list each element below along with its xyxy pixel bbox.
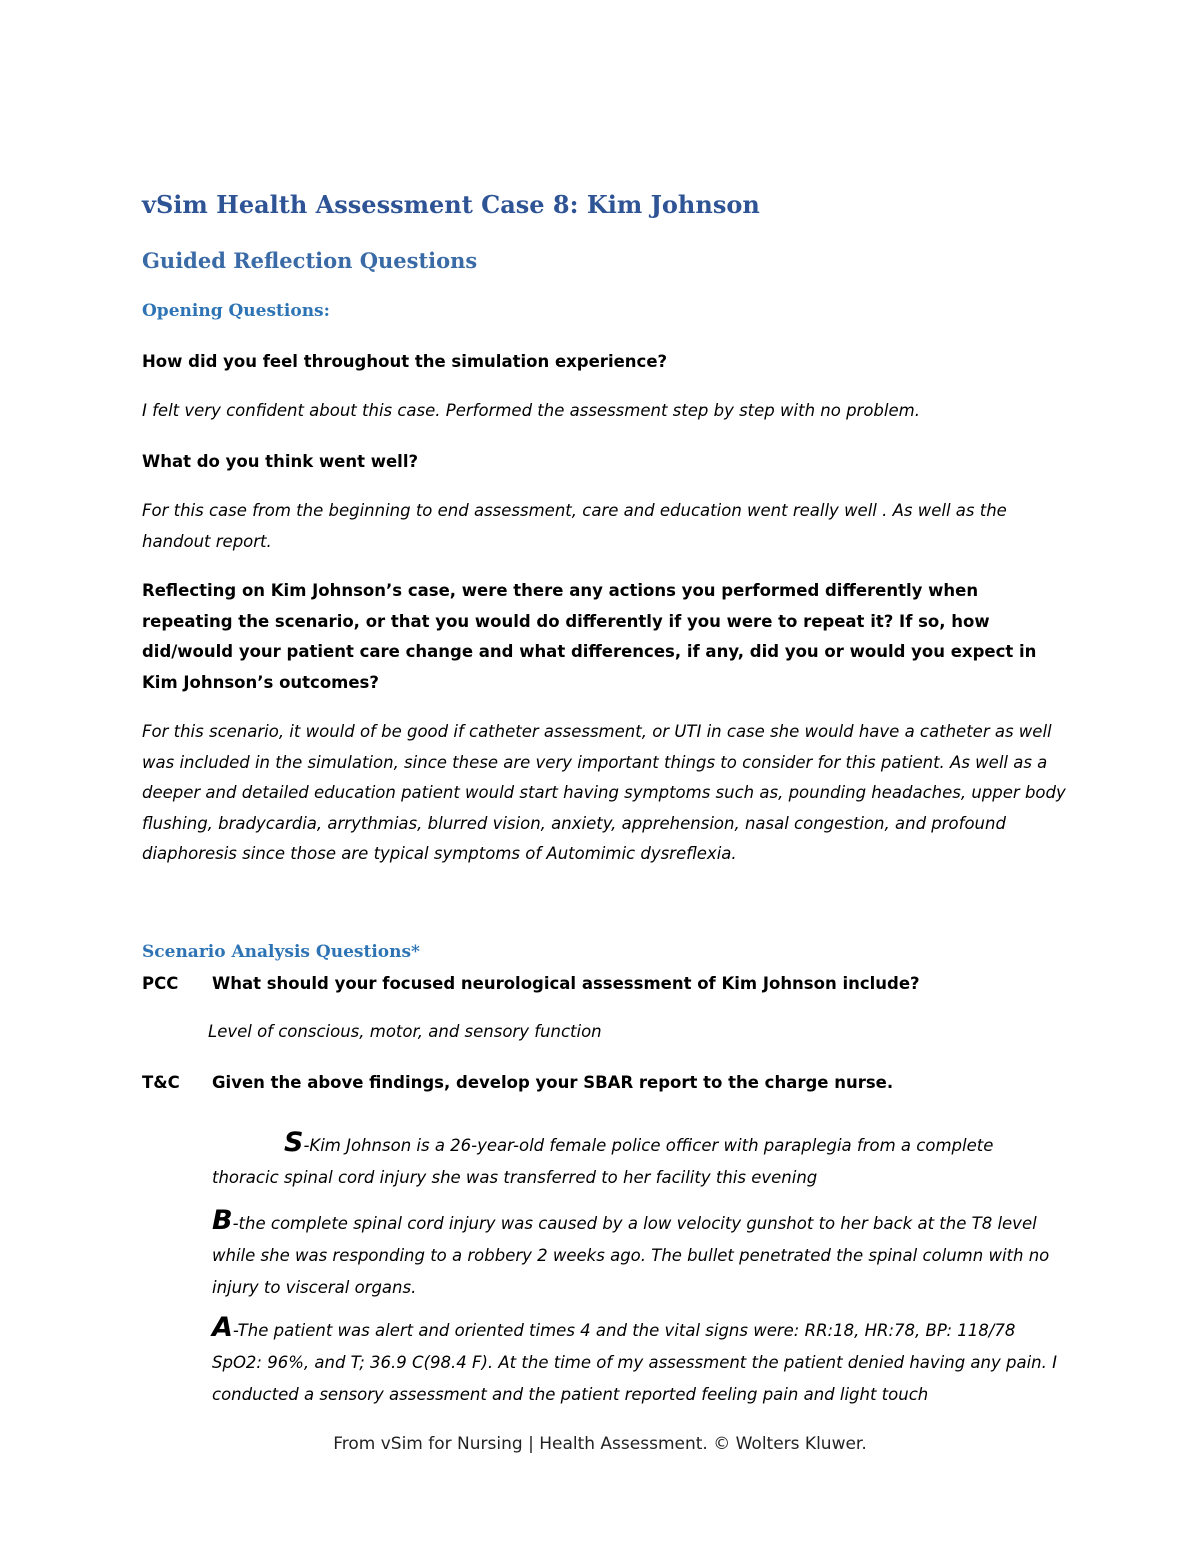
answer-1: I felt very confident about this case. Performed the assessment step by step with no problem. [142,401,920,420]
question-1: How did you feel throughout the simulation experience? [142,352,668,371]
question-3: Reflecting on Kim Johnson’s case, were there any actions you performed differently when repeating the scenario, or that you would do differently if you were to repeat it? If so, how did/would your patient care change and what differences, if any, did you or would you expect in Kim Johnson’s outcomes? [142,581,1037,692]
tc-label: T&C [142,1073,180,1092]
sbar-situation [212,1127,1062,1194]
question-2: What do you think went well? [142,452,419,471]
answer-3: For this scenario, it would of be good if catheter assessment, or UTI in case she would have a catheter as well was included in the simulation, since these are very important things to consider for this patient. As well as a deeper and detailed education patient would start having symptoms such as, pounding headaches, upper body flushing, bradycardia, arrythmias, blurred vision, anxiety, apprehension, nasal congestion, and profound diaphoresis since those are typical symptoms of Automimic dysreflexia. [142,722,1066,863]
opening-questions-heading: Opening Questions: [142,301,330,321]
document-subtitle: Guided Reflection Questions [142,248,478,273]
sbar-background [212,1205,1062,1304]
sbar-letter-s: S [284,1127,304,1158]
sbar-letter-a: A [212,1312,233,1343]
sbar-assessment [212,1312,1062,1411]
sbar-letter-b: B [212,1205,233,1236]
sbar-situation-text: -Kim Johnson is a 26-year-old female police officer with paraplegia from a complete thoracic spinal cord injury she was transferred to her facility this evening [212,1136,994,1187]
sbar-assessment-text: -The patient was alert and oriented times 4 and the vital signs were: RR:18, HR:78, BP: 118/78 SpO2: 96%, and T; 36.9 C(98.4 F). At the time of my assessment the patient denied having any pain. I conducted a sensory assessment and the patient reported feeling pain and light touch [212,1321,1057,1404]
page-footer: From vSim for Nursing | Health Assessment. © Wolters Kluwer. [333,1434,867,1454]
document-title: vSim Health Assessment Case 8: Kim Johnson [142,190,760,219]
pcc-label: PCC [142,974,179,993]
pcc-question: What should your focused neurological assessment of Kim Johnson include? [212,974,920,993]
scenario-analysis-heading: Scenario Analysis Questions* [142,942,420,962]
sbar-background-text: -the complete spinal cord injury was caused by a low velocity gunshot to her back at the T8 level while she was responding to a robbery 2 weeks ago. The bullet penetrated the spinal column with no injury to visceral organs. [212,1214,1050,1297]
tc-question: Given the above findings, develop your SBAR report to the charge nurse. [212,1073,894,1092]
pcc-answer: Level of conscious, motor, and sensory function [208,1022,602,1041]
answer-2: For this case from the beginning to end assessment, care and education went really well . As well as the handout report. [142,501,1007,551]
